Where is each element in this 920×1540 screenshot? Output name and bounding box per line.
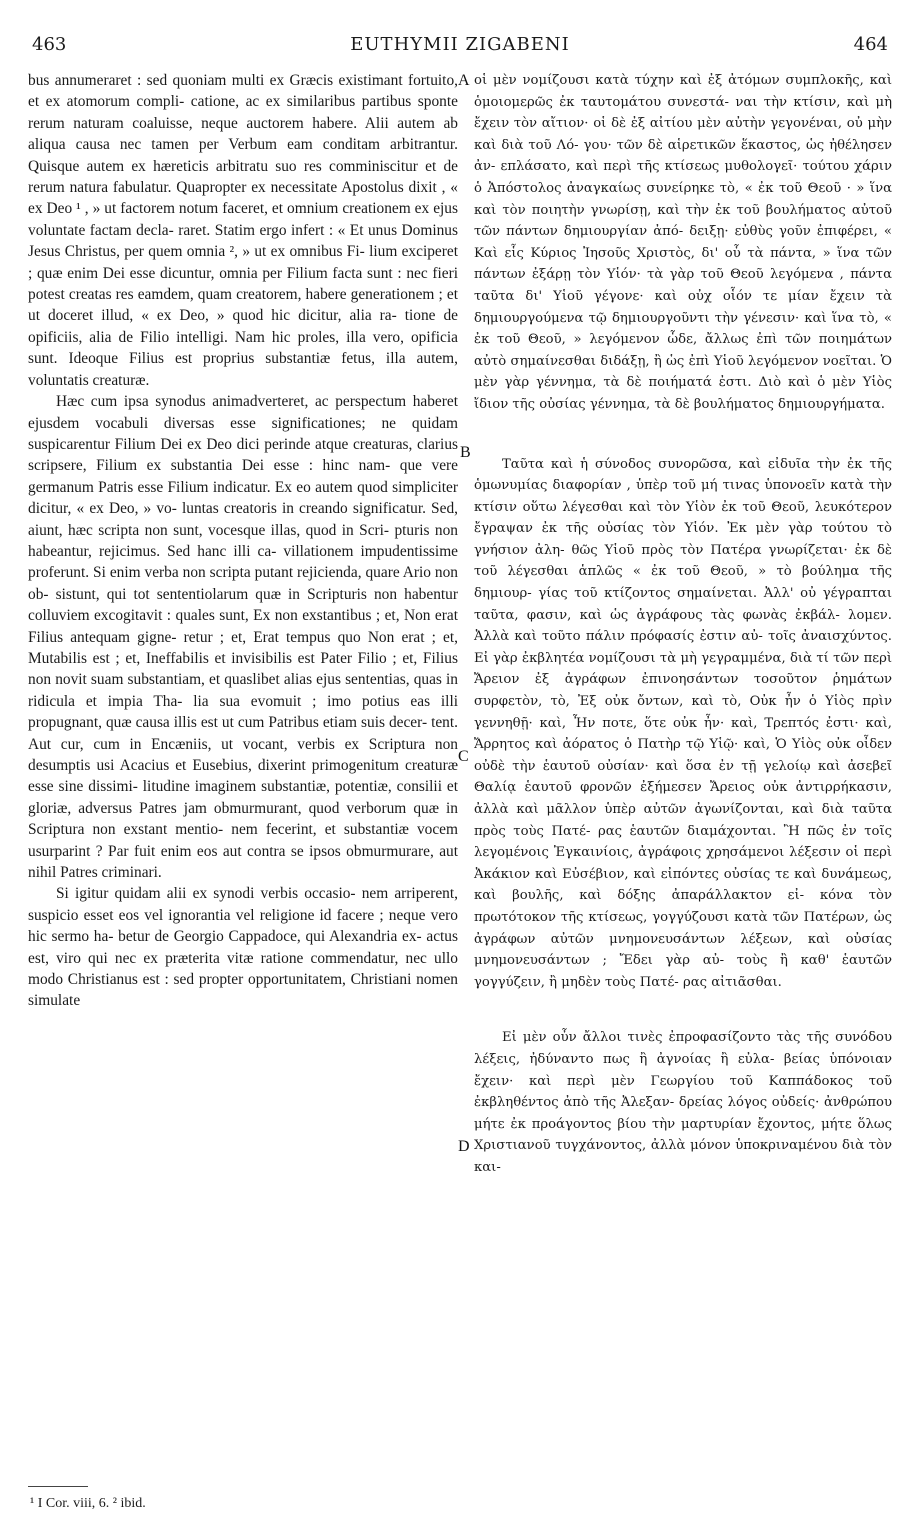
greek-paragraph-2: Ταῦτα καὶ ἡ σύνοδος συνορῶσα, καὶ εἰδυῖα τὴν ἐκ τῆς ὁμωνυμίας διαφορίαν , ὑπὲρ τοῦ μή τινας ὑπονοεῖν κατὰ τὴν κτίσιν οὕτω λέγεσθαι καὶ τὸν Υἱὸν ἐκ τοῦ Θεοῦ, λευκότερον ἔγραψαν ἐκ τῆς οὐσίας τὸν Υἱόν. Ἐκ μὲν γὰρ τούτου τὸ γνήσιον ἀλη- θῶς Υἱοῦ πρὸς τὸν Πατέρα γνωρίζεται· ἐκ δὲ τοῦ λέγεσθαι ἁπλῶς « ἐκ τοῦ Θεοῦ, » τὸ βούλημα τῆς δημιουρ- γίας τοῦ κτίζοντος σημαίνεται. Ἀλλ' οὐ γέγραπται ταῦτα, φασιν, καὶ ὡς ἀγράφους τὰς φωνὰς ἐκβάλ- λομεν. Ἀλλὰ καὶ τοῦτο πάλιν πρόφασίς ἐστιν αὐ- τοῖς ἀναισχύντος. Εἰ γὰρ ἐκβλητέα νομίζουσι τὰ μὴ γεγραμμένα, διὰ τί τῶν περὶ Ἄρειον ἐξ ἀγράφων ἐπινοησάντων τοσοῦτον ῥημάτων συρφετὸν, τὸ, Ἐξ οὐκ ὄντων, καὶ τὸ, Οὐκ ἦν ὁ Υἱὸς πρὶν γεννηθῇ· καὶ, Ἦν ποτε, ὅτε οὐκ ἦν· καὶ, Τρεπτός ἐστι· καὶ, Ἄρρητος καὶ ἀόρατος ὁ Πατὴρ τῷ Υἱῷ· καὶ, Ὁ Υἱὸς οὐκ οἶδεν οὐδὲ τὴν ἑαυτοῦ οὐσίαν· καὶ ὅσα ἐν τῇ γελοίῳ καὶ ἀσεβεῖ Θαλίᾳ ἑαυτοῦ φρονῶν ἐξήμεσεν Ἄρειος οὐκ ἀντιρρήκασιν, ἀλλὰ καὶ μᾶλλον ὑπὲρ αὐτῶν ἀγωνίζονται, καὶ διὰ ταῦτα πρὸς τοὺς Πατέ- ρας ἑαυτῶν διαμάχονται. Ἢ πῶς ἐν τοῖς λεγομένοις Ἐγκαινίοις, ἀγράφοις χρησάμενοι λέξεσιν οἱ περὶ Ἀκάκιον καὶ Εὐσέβιον, καὶ εἰπόντες οὐσίας τε καὶ δυνάμεως, καὶ βουλῆς, καὶ δόξης ἀπαράλλακτον εἰ- κόνα τὸν πρωτότοκον τῆς κτίσεως, γογγύζουσι κατὰ τῶν Πατέρων, ὡς ἀγράφων αὐτῶν μνημονευσάντων λέξεων, καὶ οὐσίας μνημονευσάντων ; Ἔδει γὰρ αὐ- τοὺς ἢ καθ' ἑαυτῶν γογγύζειν, ἢ μηδὲν τοὺς Πατέ- ρας αἰτιᾶσθαι. (474, 456, 892, 990)
footnote: ¹ I Cor. viii, 6. ² ibid. (30, 1496, 146, 1511)
greek-paragraph-1: οἱ μὲν νομίζουσι κατὰ τύχην καὶ ἐξ ἀτόμων συμπλοκῆς, καὶ ὁμοιομερῶς ἐκ ταυτομάτου συνεστά- ναι τὴν κτίσιν, καὶ μὴ ἔχειν τὸν αἴτιον· οἱ δὲ ἐξ αἰτίου μὲν αὐτὴν γεγονέναι, οὐ μὴν καὶ διὰ τοῦ Λό- γου· τῶν δὲ αἱρετικῶν ἕκαστος, ὡς ἠθέλησεν ἀν- επλάσατο, καὶ περὶ τῆς κτίσεως μυθολογεῖ· τούτου χάριν ὁ Ἀπόστολος ἀναγκαίως συνείρηκε τὸ, « ἐκ τοῦ Θεοῦ · » ἵνα καὶ τὸν ποιητὴν γνωρίσῃ, καὶ τὴν ἐκ τοῦ βουλήματος αὐτοῦ τῶν πάντων δημιουργίαν ἀπό- δειξῃ· εὐθὺς γοῦν ἐπιφέρει, « Καὶ εἷς Κύριος Ἰησοῦς Χριστὸς, δι' οὗ τὰ πάντα, » ἵνα τῶν πάντων ἐξάρῃ τὸν Υἱόν· τὰ γὰρ τοῦ Θεοῦ λεγόμενα , πάντα ταῦτα δι' Υἱοῦ γέγονε· καὶ οὐχ οἷόν τε μίαν ἔχειν τὰ δημιουργούμενα τῷ δημιουργοῦντι τὴν γένεσιν· καὶ ἵνα τὸ, « ἐκ τοῦ Θεοῦ, » λεγόμενον ὧδε, ἄλλως ἐπὶ τῶν ποιημάτων αὐτὸ σημαίνεσθαι διδάξῃ, ἢ ὡς ἐπὶ Υἱοῦ λεγόμενον νοεῖται. Ὁ μὲν γὰρ γέννημα, τὰ δὲ ποιήματά ἐστι. Διὸ καὶ ὁ μὲν Υἱὸς ἴδιον τῆς οὐσίας γέννημα, τὰ δὲ βουλήματος δημιουργήματα. (474, 73, 892, 412)
running-title: EUTHYMII ZIGABENI (350, 34, 570, 55)
footnote-divider (28, 1486, 88, 1487)
margin-marker-a: A (458, 72, 470, 89)
latin-paragraph-1: bus annumeraret : sed quoniam multi ex Græcis existimant fortuito, et ex atomorum compli- catione, ac ex similaribus partibus sponte rerum naturam coaluisse, neque auctorem habere. Alii autem ab aliqua causa nec tamen per Verbum eam conditam arbitrantur. Quisque autem ex hæreticis arbitratu suo res comminiscitur et de rerum natura fabulatur. Quapropter ex necessitate Apostolus dixit , « ex Deo ¹ , » ut factorem notum faceret, et omnium creationem ex ejus voluntate factam decla- raret. Statim ergo infert : « Et unus Dominus Jesus Christus, per quem omnia ², » ut ex omnibus Fi- lium exciperet ; quæ enim Dei esse dicuntur, omnia per Filium facta sunt : nec fieri potest creatas res eamdem, quam creatorem, habere generationem ; et ut doceret illud, « ex Deo, » quod hic dicitur, alia ra- tione de opificiis, alia de Filio intelligi. Nam hic proles, illa vero, opificia sunt. Ideoque Filius est proprius substantiæ fetus, illa autem, voluntatis creaturæ. (28, 72, 458, 389)
page-number-right: 464 (853, 34, 888, 55)
latin-column (28, 70, 458, 1012)
latin-paragraph-2: Hæc cum ipsa synodus animadverteret, ac perspectum haberet ejusdem vocabuli diversas esse significationes; ne quidam suspicarentur Filium Dei ex Deo dici perinde atque creaturas, clarius scripsere, Filium ex substantia Dei esse : hinc nam- que vere germanum Patris esse Filium indicatur. Ex eo autem quod simpliciter dicitur, « ex Deo, » vo- luntas creatoris in creando significatur. Sed, aiunt, hæc scripta non sunt, vocesque illas, quod in Scri- pturis non habeantur, rejicimus. Sed hanc illi ca- villationem impudentissime proferunt. Si enim verba non scripta putant rejicienda, quare Ario non ob- sistunt, qui tot sententiolarum quæ in Scripturis non habentur colluviem excogitavit : quales sunt, Ex non exstantibus ; et, Non erat Filius antequam gigne- retur ; et, Erat tempus quo Non erat ; et, Mutabilis est ; et, Ineffabilis et invisibilis est Pater Filio ; et, Filius non novit suam substantiam, et quaslibet alias ejus sententias, quas in ridicula et impia Tha- lia sua evomuit ; imo potius eas illi propugnant, quæ causa illis est ut cum Patribus etiam suis decer- tent. Aut cur, cum in Encæniis, ut vocant, verbis ex Scriptura non desumptis usi Acacius et Eusebius, dixerint primogenitum creaturæ esse sine dissimi- litudine imaginem substantiæ, potentiæ, consilii et gloriæ, adversus Patres jam obmurmurant, quod verborum quæ in Scriptura non exstant mentio- nem fecerint, et substantiæ vocem usurparint ? Par fuit enim eos aut contra se ipsos obmurmurare, aut nihil Patres criminari. (28, 393, 458, 882)
latin-paragraph-3: Si igitur quidam alii ex synodi verbis occasio- nem arriperent, suspicio esset eos vel ignorantia vel religione id facere ; neque vero hic sermo ha- betur de Georgio Cappadoce, qui Alexandria ex- actus est, viro qui nec ex præterita vitæ ratione commendatur, nec ullo modo Christianus est : sed propter opportunitatem, Christiani nomen simulate (28, 885, 458, 1010)
greek-paragraph-3: Εἰ μὲν οὖν ἄλλοι τινὲς ἐπροφασίζοντο τὰς τῆς συνόδου λέξεις, ἠδύναντο πως ἢ ἀγνοίας ἢ εὐλα- βείας ὑπόνοιαν ἔχειν· καὶ περὶ μὲν Γεωργίου τοῦ Καππάδοκος τοῦ ἐκβληθέντος ἀπὸ τῆς Ἀλεξαν- δρείας λόγος οὐδείς· ἀνθρώπου μήτε ἐκ προάγοντος βίου τὴν μαρτυρίαν ἔχοντος, μήτε ὅλως Χριστιανοῦ τυγχάνοντος, ἀλλὰ μόνον ὑποκριναμένου διὰ τὸν και- (474, 1030, 892, 1175)
greek-column (474, 70, 892, 1179)
page-number-left: 463 (32, 34, 67, 55)
margin-marker-c: C (458, 748, 469, 765)
margin-marker-d: D (458, 1138, 470, 1155)
page-header (0, 34, 920, 64)
margin-marker-b: B (460, 444, 471, 461)
